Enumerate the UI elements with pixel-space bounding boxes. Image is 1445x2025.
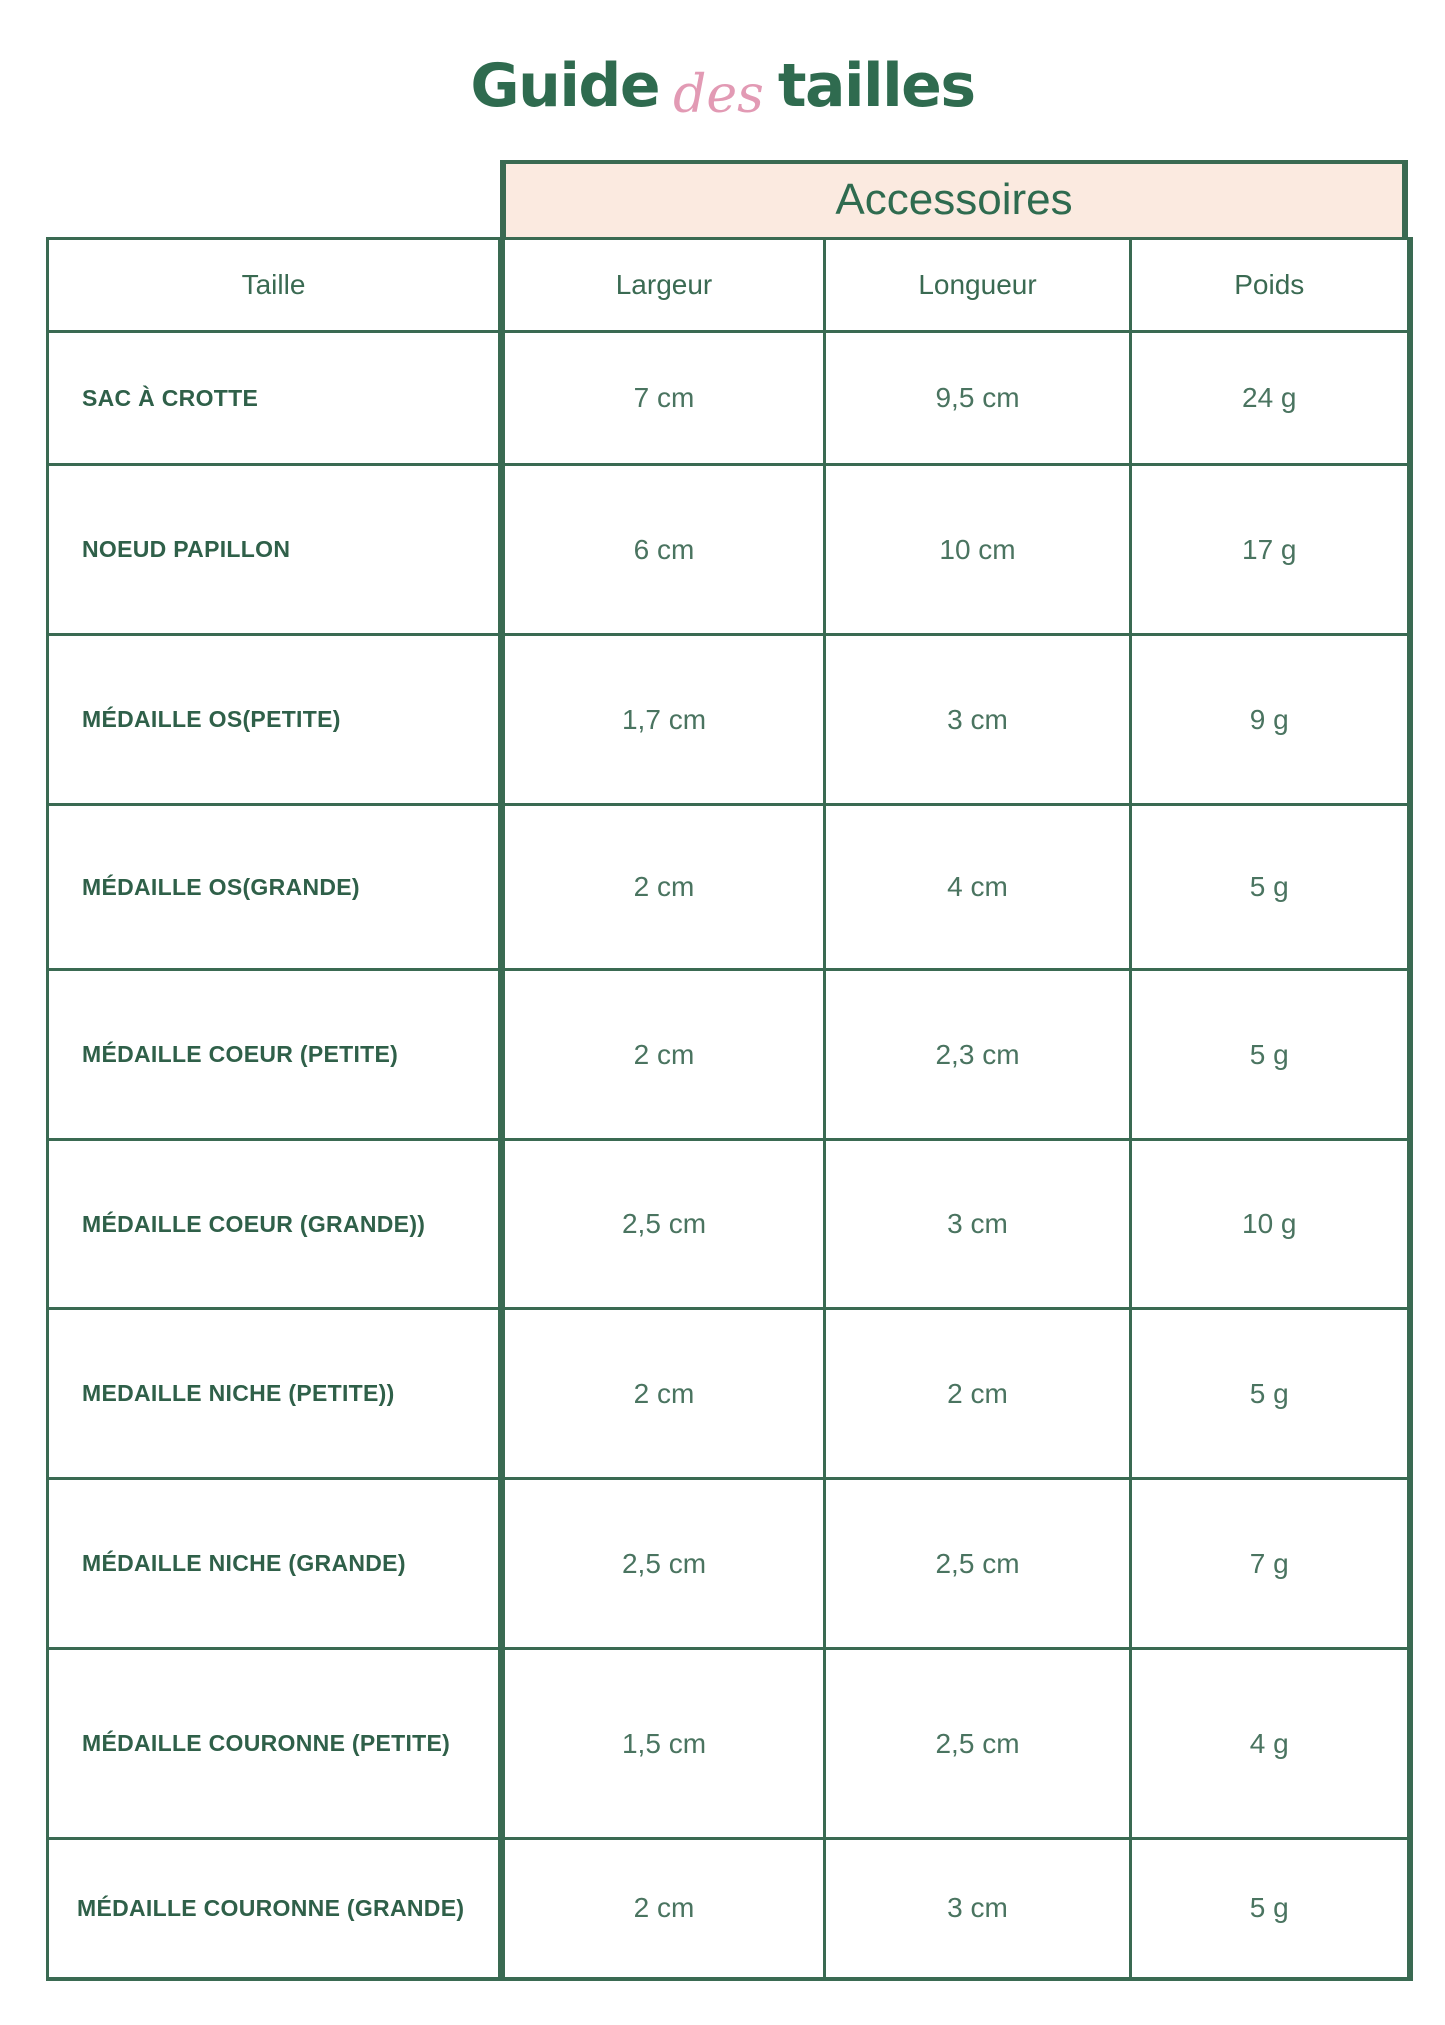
cell-poids: 24 g (1131, 332, 1410, 465)
cell-poids: 5 g (1131, 1309, 1410, 1479)
cell-largeur: 1,5 cm (502, 1649, 825, 1839)
row-name: MÉDAILLE COEUR (PETITE) (48, 970, 502, 1140)
cell-poids: 4 g (1131, 1649, 1410, 1839)
table-row (48, 1839, 1410, 1979)
cell-largeur: 2 cm (502, 970, 825, 1140)
cell-poids: 5 g (1131, 1839, 1410, 1979)
table-row (48, 805, 1410, 970)
row-name: MÉDAILLE OS(GRANDE) (48, 805, 502, 970)
column-header-largeur: Largeur (502, 239, 825, 332)
column-header-taille: Taille (48, 239, 502, 332)
cell-largeur: 2 cm (502, 1839, 825, 1979)
cell-largeur: 2 cm (502, 1309, 825, 1479)
cell-longueur: 3 cm (825, 1140, 1131, 1309)
table-row (48, 1309, 1410, 1479)
cell-poids: 10 g (1131, 1140, 1410, 1309)
cell-longueur: 2,5 cm (825, 1649, 1131, 1839)
title-part-guide: Guide (470, 51, 660, 121)
cell-poids: 17 g (1131, 465, 1410, 635)
cell-largeur: 1,7 cm (502, 635, 825, 805)
row-name: MÉDAILLE COURONNE (PETITE) (48, 1649, 502, 1839)
table-row (48, 332, 1410, 465)
title-part-tailles: tailles (777, 51, 975, 121)
row-name: SAC À CROTTE (48, 332, 502, 465)
table-row (48, 1649, 1410, 1839)
page-title (0, 42, 1445, 133)
cell-largeur: 2,5 cm (502, 1479, 825, 1649)
table-row (48, 635, 1410, 805)
cell-longueur: 10 cm (825, 465, 1131, 635)
cell-longueur: 9,5 cm (825, 332, 1131, 465)
table-header-row (48, 239, 1410, 332)
cell-largeur: 2 cm (502, 805, 825, 970)
row-name: NOEUD PAPILLON (48, 465, 502, 635)
section-header-accessoires: Accessoires (500, 160, 1408, 237)
table-row (48, 1479, 1410, 1649)
column-header-longueur: Longueur (825, 239, 1131, 332)
title-part-des: des (673, 65, 764, 125)
table-row (48, 1140, 1410, 1309)
cell-longueur: 2,3 cm (825, 970, 1131, 1140)
table-row (48, 970, 1410, 1140)
row-name: MÉDAILLE NICHE (GRANDE) (48, 1479, 502, 1649)
row-name: MÉDAILLE COURONNE (GRANDE) (48, 1839, 502, 1979)
row-name: MEDAILLE NICHE (PETITE)) (48, 1309, 502, 1479)
cell-poids: 5 g (1131, 970, 1410, 1140)
column-header-poids: Poids (1131, 239, 1410, 332)
row-name: MÉDAILLE OS(PETITE) (48, 635, 502, 805)
cell-longueur: 2,5 cm (825, 1479, 1131, 1649)
size-table (46, 237, 1413, 1981)
cell-largeur: 2,5 cm (502, 1140, 825, 1309)
cell-poids: 7 g (1131, 1479, 1410, 1649)
cell-longueur: 3 cm (825, 635, 1131, 805)
cell-longueur: 2 cm (825, 1309, 1131, 1479)
cell-poids: 5 g (1131, 805, 1410, 970)
row-name: MÉDAILLE COEUR (GRANDE)) (48, 1140, 502, 1309)
table-row (48, 465, 1410, 635)
cell-longueur: 3 cm (825, 1839, 1131, 1979)
cell-poids: 9 g (1131, 635, 1410, 805)
cell-largeur: 7 cm (502, 332, 825, 465)
cell-largeur: 6 cm (502, 465, 825, 635)
cell-longueur: 4 cm (825, 805, 1131, 970)
